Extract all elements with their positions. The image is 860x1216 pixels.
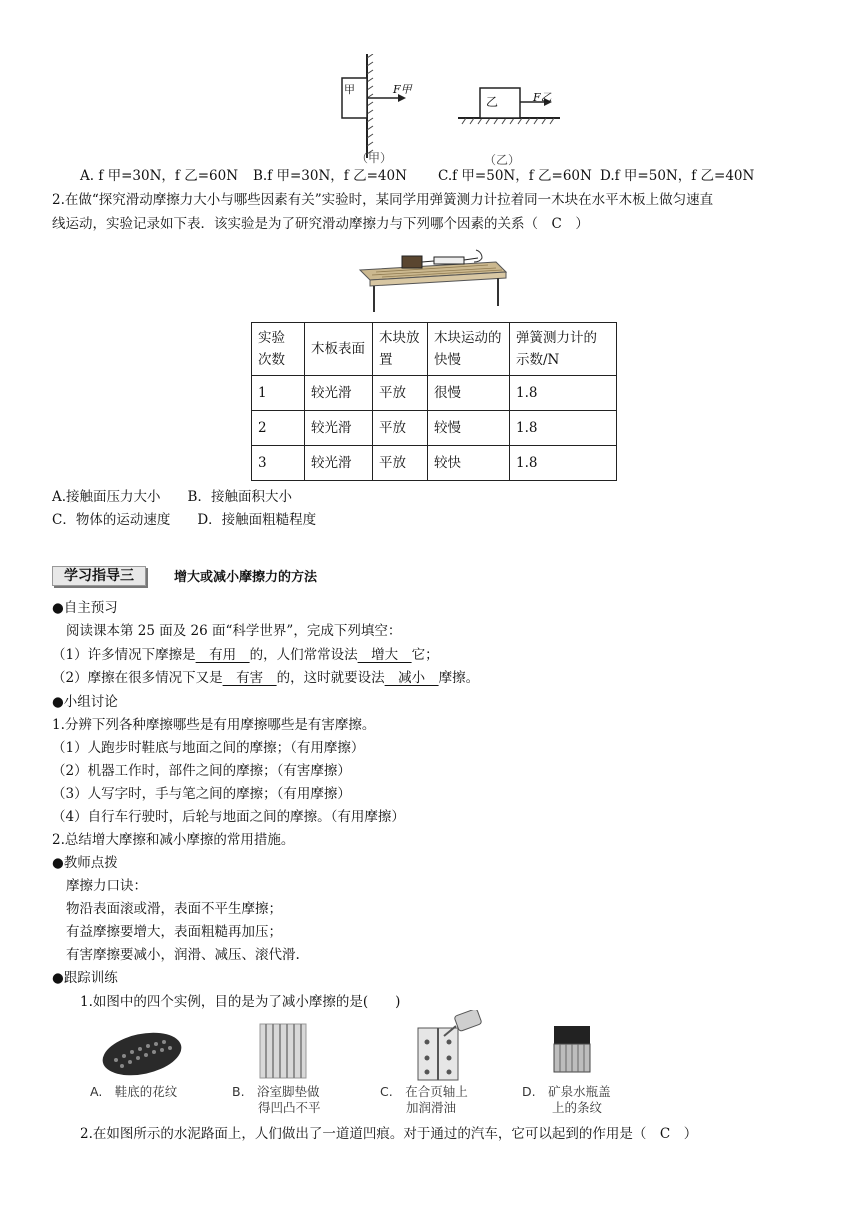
discussion-question-1: 1.分辨下列各种摩擦哪些是有用摩擦哪些是有害摩擦。 [52,717,376,733]
caption-d-2: 上的条纹 [552,1100,603,1115]
preview-item-1 [52,645,439,665]
hinge-oil-image [412,1010,488,1082]
list-item: （1）人跑步时鞋底与地面之间的摩擦；（有用摩擦） [52,740,365,756]
jia-block-label: 甲 [344,83,355,96]
preview-item-1-text: 它； [411,647,439,663]
q2-options-line1: A.接触面压力大小 B．接触面积大小 [52,489,292,505]
list-item: （3）人写字时，手与笔之间的摩擦；（有用摩擦） [52,786,351,802]
q1-option-b: B.f 甲=30N，f 乙=40N [253,168,407,184]
table-header-row [252,323,617,376]
table-header-cell: 弹簧测力计的示数/N [510,323,617,376]
q1-option-c: C.f 甲=50N，f 乙=60N [438,168,592,184]
list-item: （4）自行车行驶时，后轮与地面之间的摩擦。（有用摩擦） [52,809,405,825]
table-row [252,411,617,446]
table-cell: 平放 [373,446,428,481]
preview-item-2-text: （2）摩擦在很多情况下又是 [52,670,223,686]
discussion-question-2: 2.总结增大摩擦和减小摩擦的常用措施。 [52,832,295,848]
table-header-cell: 木块运动的快慢 [428,323,510,376]
rhyme-line: 有益摩擦要增大，表面粗糙再加压； [66,924,282,940]
shoe-sole-image [98,1026,190,1078]
friction-experiment-figure [356,246,508,314]
answer-blank: 有用 [195,647,250,663]
section-title: 增大或减小摩擦力的方法 [174,570,318,585]
table-cell: 较快 [428,446,510,481]
preview-item-1-text: （1）许多情况下摩擦是 [52,647,196,663]
preview-item-2 [52,668,479,688]
table-cell: 平放 [373,411,428,446]
training-question-2: 2.在如图所示的水泥路面上，人们做出了一道道凹痕。对于通过的汽车，它可以起到的作用是（ C ） [80,1126,698,1142]
rhyme-line: 有害摩擦要减小，润滑、减压、滚代滑. [66,947,300,963]
answer-blank: 增大 [357,647,412,663]
rhyme-line: 摩擦力口诀： [66,878,147,894]
preview-item-2-text: 的，这时就要设法 [276,670,385,686]
training-heading: ●跟踪训练 [52,970,118,986]
table-cell: 1 [252,376,305,411]
table-row [252,446,617,481]
table-cell: 较光滑 [305,446,373,481]
answer-blank: 减小 [384,670,439,686]
table-cell: 较慢 [428,411,510,446]
answer-blank: 有害 [222,670,277,686]
q1-option-d: D.f 甲=50N，f 乙=40N [600,168,755,184]
section-badge: 学习指导三 [52,566,146,586]
rhyme-line: 物沿表面滚或滑，表面不平生摩擦； [66,901,282,917]
table-cell: 平放 [373,376,428,411]
q2-text-line1: 2.在做“探究滑动摩擦力大小与哪些因素有关”实验时，某同学用弹簧测力计拉着同一木块在水平木板上做匀速直 [52,192,714,208]
discussion-heading: ●小组讨论 [52,694,118,710]
caption-yi: （乙） [484,153,521,167]
preview-item-1-text: 的，人们常常设法 [249,647,358,663]
caption-jia: （甲） [356,151,393,165]
q1-option-a: A. f 甲=30N，f 乙=60N [80,168,239,184]
list-item: （2）机器工作时，部件之间的摩擦；（有害摩擦） [52,763,351,779]
q2-text-line2: 线运动，实验记录如下表．该实验是为了研究滑动摩擦力与下列哪个因素的关系（ C ） [52,216,589,232]
experiment-table [251,322,617,481]
table-cell: 2 [252,411,305,446]
teacher-heading: ●教师点拨 [52,855,118,871]
table-cell: 较光滑 [305,411,373,446]
table-cell: 很慢 [428,376,510,411]
caption-b: B. 浴室脚垫做 [232,1084,320,1099]
table-row [252,376,617,411]
table-header-cell: 木块放置 [373,323,428,376]
table-cell: 较光滑 [305,376,373,411]
bath-mat-image [258,1022,308,1080]
jia-force-label: F甲 [393,83,412,96]
table-cell: 1.8 [510,411,617,446]
table-cell: 1.8 [510,446,617,481]
training-question-1: 1.如图中的四个实例，目的是为了减小摩擦的是( ) [80,994,401,1010]
yi-force-label: F乙 [533,91,552,104]
table-cell: 1.8 [510,376,617,411]
table-cell: 3 [252,446,305,481]
caption-d: D. 矿泉水瓶盖 [522,1084,611,1099]
bottle-cap-image [550,1024,594,1074]
table-header-cell: 木板表面 [305,323,373,376]
caption-c: C. 在合页轴上 [380,1084,468,1099]
caption-a: A. 鞋底的花纹 [90,1084,178,1099]
preview-intro: 阅读课本第 25 面及 26 面“科学世界”，完成下列填空： [66,623,402,639]
caption-b-2: 得凹凸不平 [258,1100,321,1115]
q2-options-line2: C．物体的运动速度 D．接触面粗糙程度 [52,512,317,528]
yi-block-label: 乙 [486,95,499,109]
table-header-cell: 实验次数 [252,323,305,376]
preview-heading: ●自主预习 [52,600,118,616]
preview-item-2-text: 摩擦。 [438,670,480,686]
caption-c-2: 加润滑油 [406,1100,457,1115]
